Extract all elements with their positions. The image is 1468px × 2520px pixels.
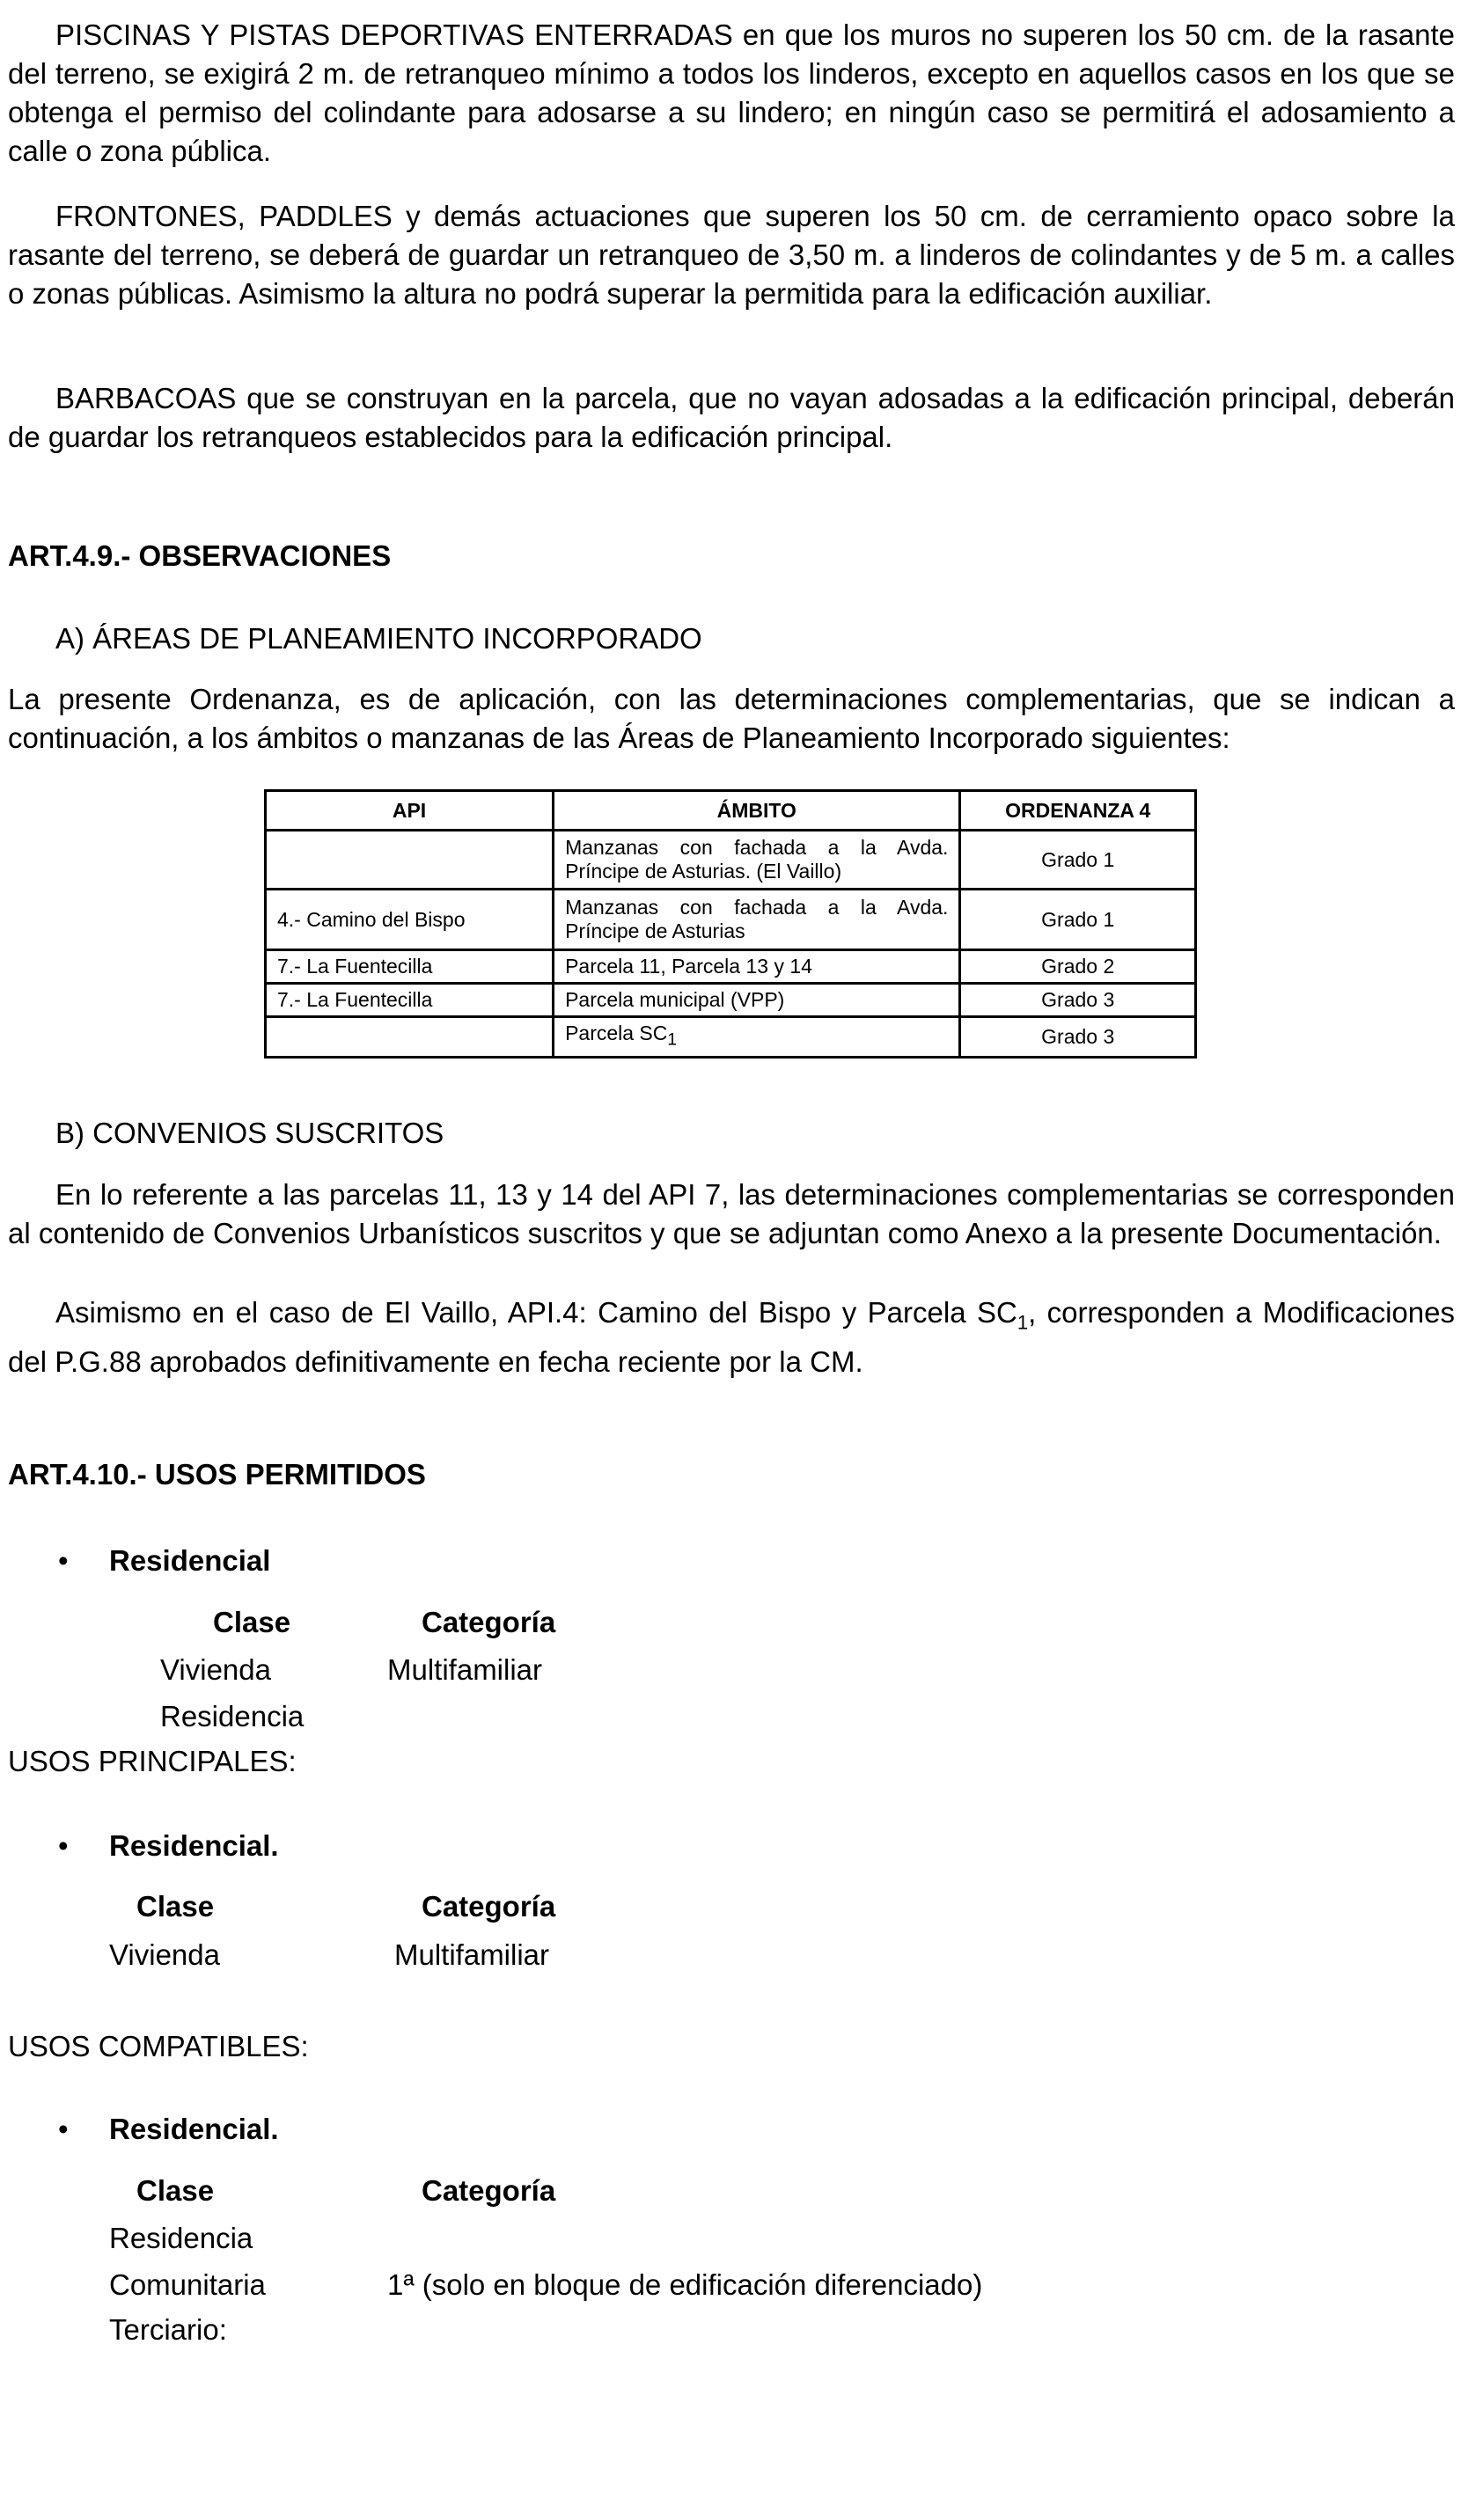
subheading-convenios: B) CONVENIOS SUSCRITOS [55,1117,444,1149]
convenios-2-text-a: Asimismo en el caso de El Vaillo, API.4: Camino del Bispo y Parcela SC [55,1296,1017,1329]
table-row [266,1017,1196,1058]
clase-value: Residencia [160,1700,305,1732]
table-row [266,984,1196,1017]
paragraph-convenios-2 [8,1293,1455,1381]
cell-api [266,831,554,890]
cell-grado: Grado 1 [960,890,1196,950]
categoria-value: Multifamiliar [387,1653,543,1686]
table-header-row [266,791,1196,831]
group-heading: Residencial. [109,2113,279,2145]
cell-grado: Grado 1 [960,831,1196,890]
col-clase: Clase [136,2174,215,2207]
api-table [264,789,1197,1059]
paragraph-piscinas: PISCINAS Y PISTAS DEPORTIVAS ENTERRADAS en que los muros no superen los 50 cm. de la rasante del terreno, se exigirá 2 m. de retranqueo mínimo a todos los linderos, excepto en aquellos casos en los que se obtenga el permiso del colindante para adosarse a su lindero; en ningún caso se permitirá el adosamiento a calle o zona pública. [8,18,1455,167]
cell-ambito-text: Parcela SC [565,1022,668,1044]
subscript: 1 [1017,1311,1029,1334]
group-heading: Residencial. [109,1829,279,1862]
table-row [266,950,1196,984]
clase-value: Vivienda [109,1938,220,1971]
clase-value: Terciario: [109,2313,227,2346]
cell-ambito: Parcela 11, Parcela 13 y 14 [554,950,960,984]
clase-value: Residencia [109,2222,253,2254]
cell-api: 4.- Camino del Bispo [266,890,554,950]
paragraph-convenios-1: En lo referente a las parcelas 11, 13 y 14 del API 7, las determinaciones complementarias se corresponden al contenido de Convenios Urbanísticos suscritos y que se adjuntan como Anexo a la presente Documentación. [8,1178,1455,1249]
cell-ambito: Parcela municipal (VPP) [554,984,960,1017]
cell-api: 7.- La Fuentecilla [266,950,554,984]
heading-art-4-9: ART.4.9.- OBSERVACIONES [8,539,392,572]
table-row [266,831,1196,890]
paragraph-barbacoas: BARBACOAS que se construyan en la parcela, que no vayan adosadas a la edificación principal, deberán de guardar los retranqueos establecidos para la edificación principal. [8,382,1455,453]
header-ordenanza: ORDENANZA 4 [960,791,1196,831]
categoria-value: 1ª (solo en bloque de edificación diferenciado) [387,2268,983,2301]
cell-grado: Grado 2 [960,950,1196,984]
clase-value: Comunitaria [109,2268,266,2301]
bullet-icon: • [58,1544,69,1577]
bullet-icon: • [58,1829,69,1862]
clase-value: Vivienda [160,1653,271,1686]
group-heading: Residencial [109,1544,271,1577]
usos-compatibles-label: USOS COMPATIBLES: [8,2030,309,2062]
col-categoria: Categoría [422,1606,556,1638]
header-ambito: ÁMBITO [554,791,960,831]
cell-api [266,1017,554,1058]
categoria-value: Multifamiliar [394,1938,550,1971]
cell-ambito [554,1017,960,1058]
convenios-2-text-b: , corresponden a Modificaciones del P.G.88 aprobados definitivamente en fecha reciente por la CM. [8,1296,1455,1378]
paragraph-frontones: FRONTONES, PADDLES y demás actuaciones que superen los 50 cm. de cerramiento opaco sobre la rasante del terreno, se deberá de guardar un retranqueo de 3,50 m. a linderos de colindantes y de 5 m. a calles o zonas públicas. Asimismo la altura no podrá superar la permitida para la edificación auxiliar. [8,200,1455,310]
table-row [266,890,1196,950]
col-clase: Clase [213,1606,291,1638]
paragraph-intro: La presente Ordenanza, es de aplicación, con las determinaciones complementarias, que se indican a continuación, a los ámbitos o manzanas de las Áreas de Planeamiento Incorporado siguientes: [8,683,1455,754]
cell-grado: Grado 3 [960,984,1196,1017]
header-api: API [266,791,554,831]
col-categoria: Categoría [422,1890,556,1923]
bullet-icon: • [58,2113,69,2145]
col-categoria: Categoría [422,2174,556,2207]
cell-api: 7.- La Fuentecilla [266,984,554,1017]
cell-ambito: Manzanas con fachada a la Avda. Príncipe de Asturias. (El Vaillo) [554,831,960,890]
subheading-areas-planeamiento: A) ÁREAS DE PLANEAMIENTO INCORPORADO [55,622,702,655]
heading-art-4-10: ART.4.10.- USOS PERMITIDOS [8,1458,426,1491]
subscript: 1 [667,1030,678,1050]
cell-grado: Grado 3 [960,1017,1196,1058]
col-clase: Clase [136,1890,215,1923]
cell-ambito: Manzanas con fachada a la Avda. Príncipe de Asturias [554,890,960,950]
usos-principales-label: USOS PRINCIPALES: [8,1745,297,1777]
